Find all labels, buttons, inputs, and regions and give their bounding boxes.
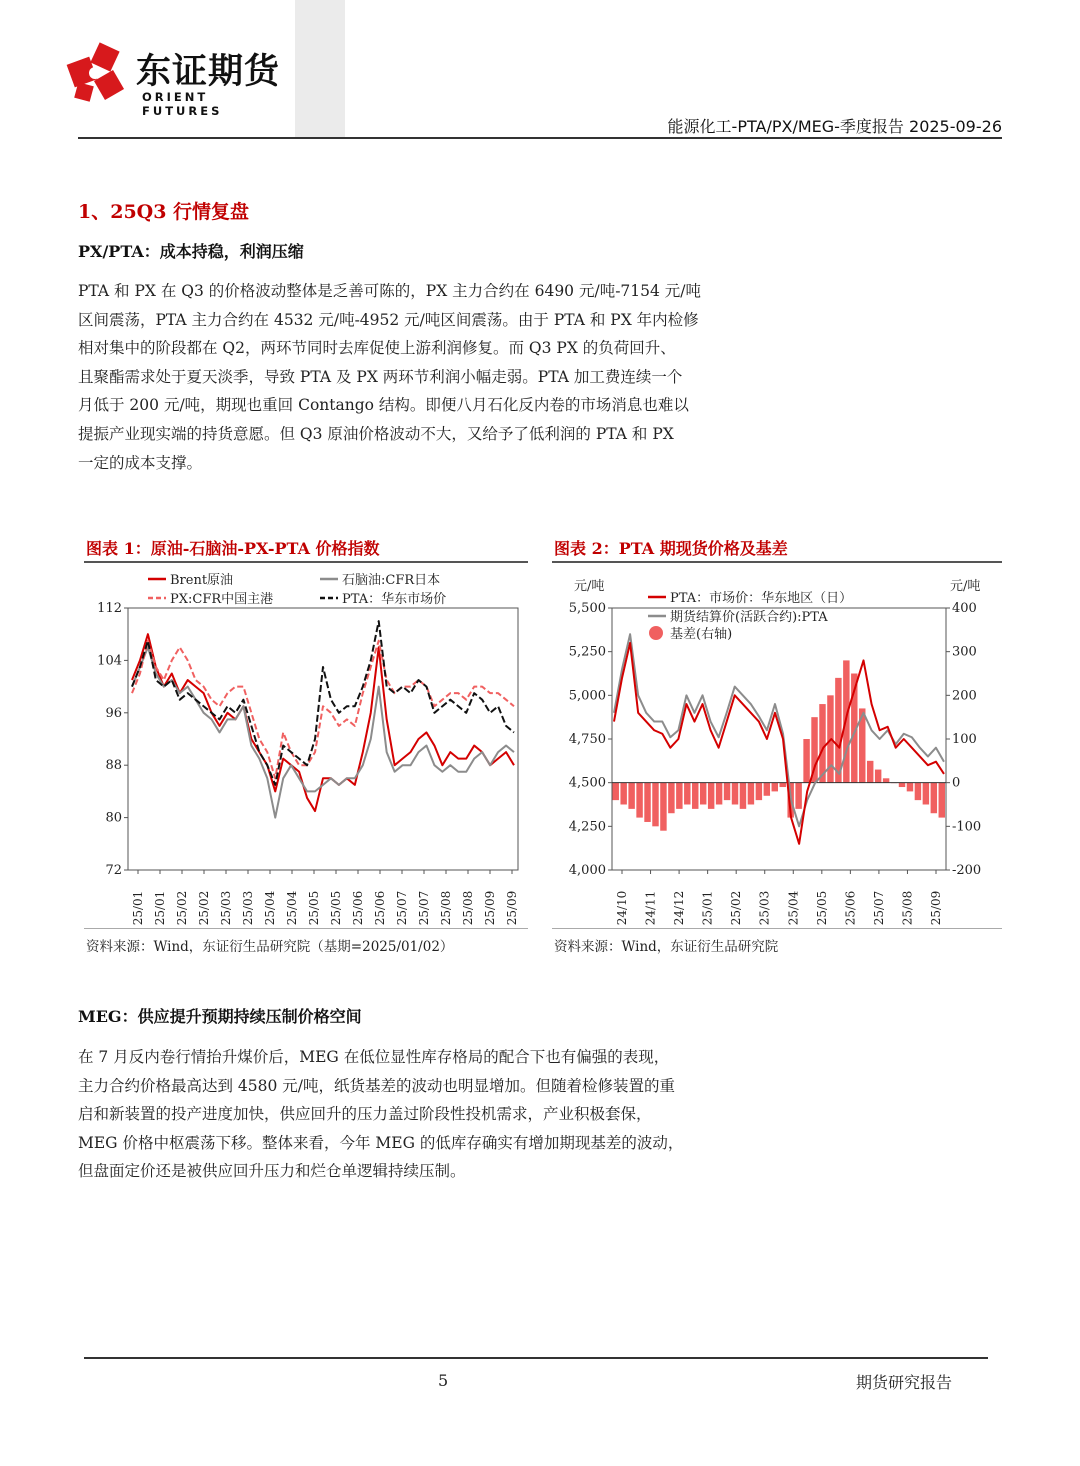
- basis-bar: [676, 783, 682, 809]
- basis-bar: [764, 783, 770, 796]
- footer-divider: [84, 1357, 988, 1359]
- paragraph-line: 月低于 200 元/吨，期现也重回 Contango 结构。即便八月石化反内卷的市场消息也难以: [78, 396, 689, 415]
- basis-bar: [875, 770, 881, 783]
- y-tick-label: 72: [105, 863, 122, 878]
- figure2-frame: [552, 562, 1002, 929]
- section-title: 1、25Q3 行情复盘: [78, 201, 250, 223]
- report-header-title: 能源化工-PTA/PX/MEG-季度报告 2025-09-26: [667, 117, 1002, 136]
- basis-bar: [923, 783, 929, 805]
- figure1-chart: [84, 562, 528, 928]
- basis-bar: [628, 783, 634, 809]
- x-tick-label: 25/01: [153, 890, 167, 926]
- legend-label-naphtha: 石脑油:CFR日本: [342, 573, 441, 588]
- basis-bar: [700, 783, 706, 805]
- basis-bar: [867, 761, 873, 783]
- x-tick-label: 25/05: [814, 890, 829, 926]
- y-tick-label: 88: [105, 758, 122, 774]
- basis-bar: [748, 783, 754, 805]
- y-left-tick-label: 4,500: [568, 775, 606, 791]
- legend-label-futures: 期货结算价(活跃合约):PTA: [670, 610, 828, 625]
- paragraph-line: MEG 价格中枢震荡下移。整体来看，今年 MEG 的低库存确实有增加期现基差的波动，: [78, 1133, 684, 1152]
- series-line-2: [132, 647, 514, 817]
- x-tick-label: 25/01: [131, 890, 145, 926]
- legend-label-brent: Brent原油: [170, 573, 234, 588]
- y-right-tick-label: 100: [952, 732, 977, 747]
- plot-area: [128, 608, 518, 870]
- x-tick-label: 25/03: [757, 890, 772, 926]
- y-tick-label: 96: [105, 705, 122, 721]
- x-tick-label: 25/09: [483, 890, 497, 926]
- basis-bar: [740, 783, 746, 809]
- x-tick-label: 25/08: [461, 890, 475, 926]
- y-left-tick-label: 5,500: [568, 601, 606, 616]
- basis-bar: [795, 783, 801, 809]
- legend-swatch-basis: [649, 626, 663, 640]
- series-line-4: [132, 621, 514, 785]
- header-divider: [78, 137, 1002, 139]
- page-number: 5: [438, 1371, 449, 1390]
- basis-bar: [899, 783, 905, 787]
- x-tick-label: 25/01: [700, 890, 715, 926]
- basis-bar: [915, 783, 921, 800]
- x-tick-label: 25/06: [351, 890, 365, 926]
- paragraph-line: 相对集中的阶段都在 Q2，两环节同时去库促使上游利润修复。而 Q3 PX 的负荷回升、: [78, 339, 676, 358]
- paragraph-line: PTA 和 PX 在 Q3 的价格波动整体是乏善可陈的，PX 主力合约在 6490 元/吨-7154 元/吨: [78, 282, 702, 300]
- paragraph-line: 且聚酯需求处于夏天淡季，导致 PTA 及 PX 两环节利润小幅走弱。PTA 加工费连续一个: [78, 367, 683, 386]
- basis-bar: [636, 783, 642, 818]
- x-tick-label: 25/07: [871, 890, 886, 926]
- x-tick-label: 24/10: [615, 890, 629, 926]
- x-tick-label: 25/04: [285, 890, 299, 926]
- y-left-tick-label: 4,000: [568, 863, 606, 878]
- brand-name-cn: 东证期货: [136, 52, 281, 92]
- x-tick-label: 25/08: [439, 890, 453, 926]
- y-right-tick-label: -200: [952, 863, 982, 878]
- x-tick-label: 25/02: [197, 890, 211, 926]
- x-tick-label: 25/03: [241, 890, 255, 926]
- basis-bar: [652, 783, 658, 827]
- legend-label-pta: PTA：华东市场价: [342, 592, 447, 607]
- legend-label-px: PX:CFR中国主港: [170, 592, 274, 607]
- basis-bar: [939, 783, 945, 818]
- x-tick-label: 25/05: [307, 890, 321, 926]
- figure2-chart: [552, 562, 1002, 928]
- y-right-tick-label: 0: [952, 775, 961, 791]
- y-tick-label: 112: [97, 601, 122, 616]
- y-right-tick-label: 300: [952, 644, 977, 660]
- basis-bar: [780, 783, 786, 787]
- basis-bar: [756, 783, 762, 800]
- x-tick-label: 25/04: [263, 890, 277, 926]
- x-tick-label: 25/04: [786, 890, 801, 926]
- paragraph-meg: [78, 1043, 800, 1186]
- x-tick-label: 25/07: [417, 890, 431, 926]
- x-tick-label: 25/02: [175, 890, 189, 926]
- y-left-tick-label: 4,750: [568, 732, 606, 747]
- x-tick-label: 25/02: [729, 890, 744, 926]
- y-axis-left-unit: 元/吨: [574, 579, 605, 594]
- header-gray-block: [295, 0, 345, 138]
- basis-bar: [724, 783, 730, 800]
- x-tick-label: 24/11: [643, 890, 658, 926]
- basis-bar: [803, 739, 809, 783]
- figure1-source: 资料来源：Wind，东证衍生品研究院（基期=2025/01/02）: [86, 939, 454, 955]
- figure1-title: 图表 1：原油-石脑油-PX-PTA 价格指数: [86, 539, 380, 558]
- figure2-source: 资料来源：Wind，东证衍生品研究院: [554, 939, 779, 955]
- basis-bar: [692, 783, 698, 809]
- basis-bar: [772, 783, 778, 792]
- basis-bar: [620, 783, 626, 805]
- y-left-tick-label: 5,250: [568, 644, 606, 660]
- legend-label-spot: PTA：市场价：华东地区（日）: [670, 591, 853, 606]
- basis-bar: [732, 783, 738, 805]
- basis-bar: [660, 783, 666, 831]
- basis-bar: [716, 783, 722, 805]
- y-right-tick-label: 200: [952, 688, 977, 704]
- basis-bar: [684, 783, 690, 805]
- x-tick-label: 25/09: [929, 890, 943, 926]
- brand-name-en: ORIENT FUTURES: [142, 90, 223, 118]
- basis-bar: [708, 783, 714, 809]
- x-tick-label: 25/07: [395, 890, 409, 926]
- section-subtitle-meg: MEG：供应提升预期持续压制价格空间: [78, 1007, 362, 1026]
- x-tick-label: 25/06: [843, 890, 858, 926]
- basis-bar: [883, 778, 889, 782]
- x-tick-label: 24/12: [672, 890, 687, 926]
- brand-mark-icon: [62, 40, 132, 110]
- x-tick-label: 25/08: [900, 890, 915, 926]
- paragraph-line: 区间震荡，PTA 主力合约在 4532 元/吨-4952 元/吨区间震荡。由于 PTA 和 PX 年内检修: [78, 310, 699, 329]
- paragraph-line: 但盘面定价还是被供应回升压力和烂仓单逻辑持续压制。: [78, 1162, 466, 1181]
- x-tick-label: 25/09: [505, 890, 519, 926]
- basis-bar: [613, 783, 619, 800]
- y-left-tick-label: 5,000: [568, 688, 606, 704]
- y-tick-label: 80: [105, 810, 122, 826]
- x-tick-label: 25/05: [329, 890, 343, 926]
- basis-bar: [644, 783, 650, 822]
- paragraph-line: 提振产业现实端的持货意愿。但 Q3 原油价格波动不大，又给予了低利润的 PTA 和 PX: [78, 424, 674, 443]
- paragraph-line: 一定的成本支撑。: [78, 453, 203, 472]
- y-left-tick-label: 4,250: [568, 819, 606, 835]
- x-tick-label: 25/03: [219, 890, 233, 926]
- paragraph-px-pta: [78, 277, 800, 477]
- legend-label-basis: 基差(右轴): [670, 627, 733, 642]
- basis-bar: [668, 783, 674, 814]
- y-tick-label: 104: [97, 653, 122, 669]
- figure1-frame: [84, 562, 528, 929]
- paragraph-line: 启和新装置的投产进度加快，供应回升的压力盖过阶段性投机需求，产业积极套保，: [78, 1105, 652, 1124]
- figure2-title: 图表 2：PTA 期现货价格及基差: [554, 539, 788, 558]
- basis-bar: [907, 783, 913, 792]
- basis-bar: [931, 783, 937, 814]
- x-tick-label: 25/06: [373, 890, 387, 926]
- footer-label: 期货研究报告: [855, 1373, 952, 1392]
- paragraph-line: 在 7 月反内卷行情抬升煤价后，MEG 在低位显性库存格局的配合下也有偏强的表现，: [78, 1048, 670, 1066]
- brand-logo: [62, 40, 292, 118]
- paragraph-line: 主力合约价格最高达到 4580 元/吨，纸货基差的波动也明显增加。但随着检修装置的重: [78, 1076, 676, 1095]
- section-subtitle-px-pta: PX/PTA：成本持稳，利润压缩: [78, 242, 304, 261]
- y-right-tick-label: 400: [952, 601, 977, 616]
- y-right-tick-label: -100: [952, 819, 982, 835]
- y-axis-right-unit: 元/吨: [950, 579, 981, 594]
